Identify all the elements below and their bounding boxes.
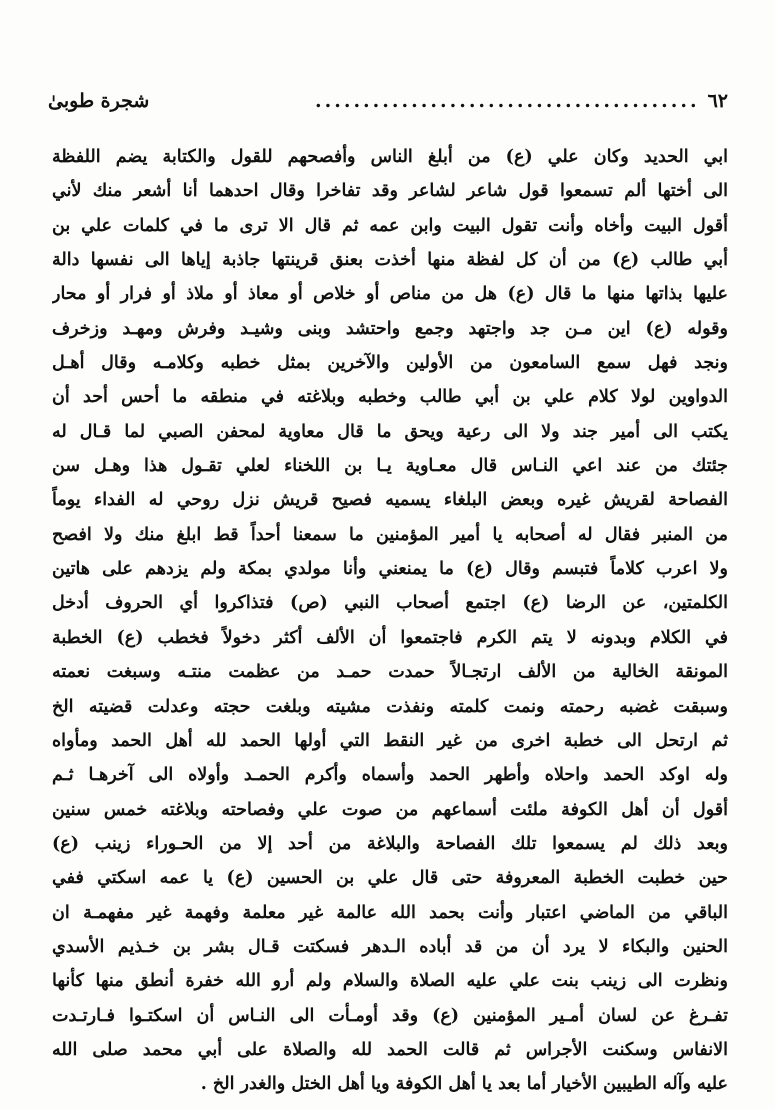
running-head <box>48 86 728 116</box>
text-line: ثم ارتحل الى خطبة اخرى من غير النقط التي أولها الحمد لله أهل الحمد ومأواه <box>52 730 728 751</box>
text-line: أقول أن أهل الكوفة ملئت أسماعهم من صوت علي وفصاحته وبلاغته خمس سنين <box>52 799 728 820</box>
text-line: في الكلام وبدونه لا يتم الكرم فاجتمعوا أن الألف أكثر دخولاً فخطب (ع) الخطبة <box>52 627 728 648</box>
page-number: ٦٢ <box>707 90 728 112</box>
text-line: الكلمتين، عن الرضا (ع) اجتمع أصحاب النبي (ص) فتذاكروا أي الحروف أدخل <box>52 593 728 614</box>
text-line: تفـرغ عن لسان أمـير المؤمنين (ع) وقد أومـأت الى النـاس أن اسكتـوا فـارتـدت <box>52 1005 728 1026</box>
text-line: عليه وآله الطيبين الأخيار أما بعد يا أهل الكوفة ويا أهل الختل والغدر الخ . <box>200 1074 728 1095</box>
text-line: من المنبر فقال له أصحابه يا أمير المؤمنين ما سمعنا أحداً قط ابلغ منك ولا افصح <box>52 524 728 545</box>
text-line: ونظرت الى زينب بنت علي عليه الصلاة والسلام ولم أرو الله خفرة أنطق منها كأنها <box>52 971 728 992</box>
text-line: المونقة الخالية من الألف ارتجـالاً حمدت حمـد من عظمت منتـه وسبغت نعمته <box>52 662 728 683</box>
text-line: وسبقت غضبه رحمته ونمت كلمته ونفذت مشيته وبلغت حجته وعدلت قضيته الخ <box>52 696 728 717</box>
text-line: يكتب الى أمير جند ولا الى رعية ويحق ما قال معاوية لمحفن الصبي لما قـال له <box>52 421 728 442</box>
leader-dots: ........................................ <box>314 90 700 112</box>
text-line: وقوله (ع) اين مـن جد واجتهد وجمع واحتشد وبنى وشيـد وفرش ومهـد وزخرف <box>52 318 728 339</box>
text-line: وله اوكد الحمد واحلاه وأطهر الحمد وأسماه وأكرم الحمـد وأولاه الى آخرهـا ثـم <box>52 765 728 786</box>
text-line: حين خطبت الخطبة المعروفة حتى قال علي بن الحسين (ع) يا عمه اسكتي ففي <box>52 868 728 889</box>
text-line: ابي الحديد وكان علي (ع) من أبلغ الناس وأفصحهم للقول والكتابة يضم اللفظة <box>52 147 728 167</box>
text-line: وبعد ذلك لم يسمعوا تلك الفصاحة والبلاغة من أحد إلا من الحـوراء زينب (ع) <box>52 833 728 854</box>
text-line: أقول البيت وأخاه وأنت تقول البيت وابن عمه ثم قال الا ترى ما في كلمات علي بن <box>52 215 728 236</box>
running-title: شجرة طوبىٰ <box>48 90 150 112</box>
body-text <box>52 140 728 1102</box>
text-line: الفصاحة لقريش غيره وبعض البلغاء يسميه فصيح قريش نزل روحي له الفداء يوماً <box>52 490 728 511</box>
text-line: الباقي من الماضي اعتبار وأنت بحمد الله عالمة غير معلمة وفهمة غير مفهمـة ان <box>52 902 728 923</box>
text-line: جئتك من عند اعي النـاس قال معـاوية يـا بن اللخناء لعلي تقـول هذا وهـل سن <box>52 456 728 477</box>
text-line: الى أختها ألم تسمعوا قول شاعر لشاعر وقد تفاخرا وقال احدهما أنا أشعر منك لأني <box>52 181 728 202</box>
text-line: الانفاس وسكنت الأجراس ثم قالت الحمد لله والصلاة على أبي محمد صلى الله <box>52 1039 728 1060</box>
text-line: ولا اعرب كلاماً فتبسم وقال (ع) ما يمنعني وأنا مولدي بمكة ولم يزدهم على هاتين <box>52 559 728 580</box>
text-line: أبي طالب (ع) من أن كل لفظة منها أخذت بعنق قرينتها جاذبة إياها الى نفسها دالة <box>52 250 728 271</box>
text-line: عليها بذاتها منها ما قال (ع) هل من مناص أو خلاص أو معاذ أو ملاذ أو فرار أو محار <box>52 284 728 305</box>
text-line: ونجد فهل سمع السامعون من الأولين والآخرين بمثل خطبه وكلامـه وقال أهـل <box>52 353 728 374</box>
text-line: الدواوين لولا كلام علي بن أبي طالب وخطبه وبلاغته في منطقه ما أحس أحد أن <box>52 387 728 408</box>
text-line: الحنين والبكاء لا يرد أن من قد أباده الـدهر فسكتت قـال بشر بن خـذيم الأسدي <box>52 936 728 957</box>
